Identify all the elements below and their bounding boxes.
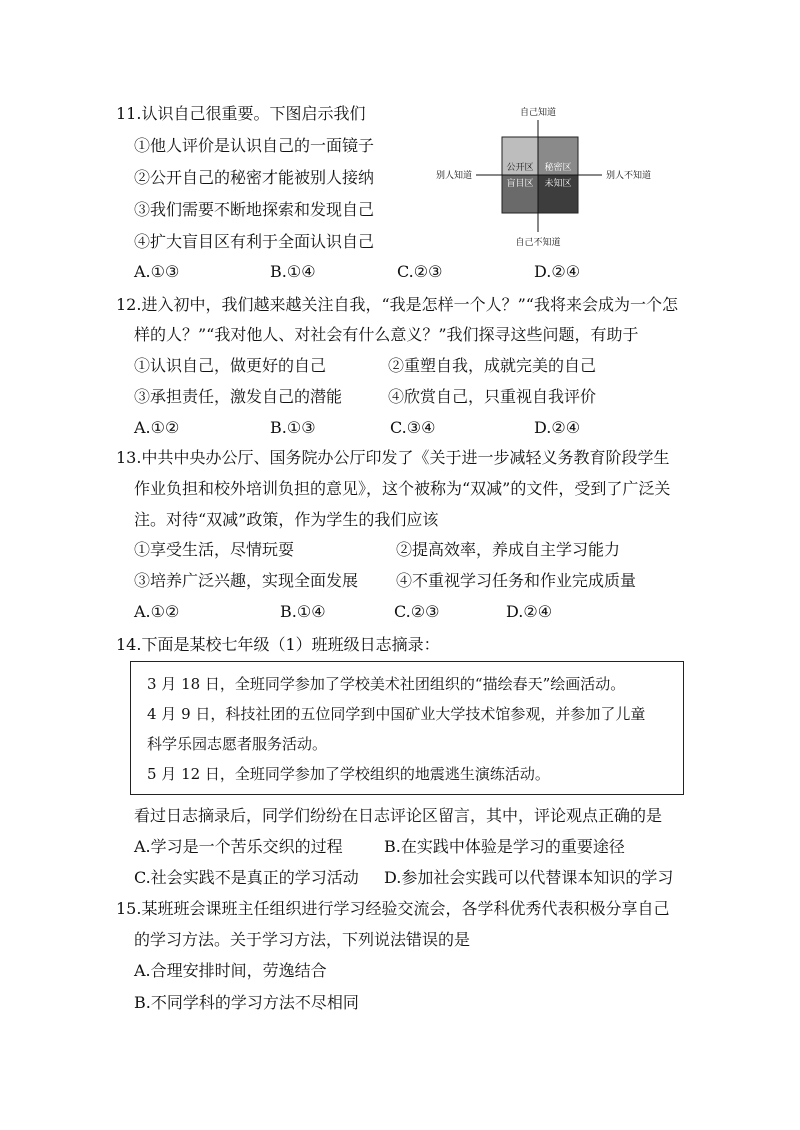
- q13-option-d: D.②④: [506, 602, 553, 621]
- q14-option-c: C.社会实践不是真正的学习活动: [134, 868, 359, 887]
- q14-option-d: D.参加社会实践可以代替课本知识的学习: [384, 868, 674, 887]
- q13-item-1: ①享受生活，尽情玩耍: [134, 540, 295, 559]
- q11-item-4: ④扩大盲目区有利于全面认识自己: [134, 232, 375, 251]
- q14-option-a: A.学习是一个苦乐交织的过程: [134, 837, 343, 856]
- q13-stem-line2: 作业负担和校外培训负担的意见》，这个被称为“双减”的文件，受到了广泛关: [134, 479, 671, 498]
- label-blind-area: 盲目区: [506, 179, 534, 189]
- q13-option-a: A.①②: [134, 602, 180, 621]
- q12-option-c: C.③④: [390, 418, 436, 437]
- q13-item-2: ②提高效率，养成自主学习能力: [396, 540, 621, 559]
- label-self-unknown: 自己不知道: [515, 238, 561, 248]
- q11-item-2: ②公开自己的秘密才能被别人接纳: [134, 168, 375, 187]
- q11-option-b: B.①④: [270, 262, 316, 281]
- q13-item-3: ③培养广泛兴趣，实现全面发展: [134, 571, 359, 590]
- q11-option-a: A.①③: [134, 262, 180, 281]
- q12-item-1: ①认识自己，做更好的自己: [134, 356, 327, 375]
- q14-followup: 看过日志摘录后，同学们纷纷在日志评论区留言，其中，评论观点正确的是: [134, 806, 663, 825]
- diary-entry-2: 4 月 9 日，科技社团的五位同学到中国矿业大学技术馆参观，并参加了儿童: [147, 705, 646, 723]
- q13-item-4: ④不重视学习任务和作业完成质量: [396, 571, 637, 590]
- q12-option-b: B.①③: [270, 418, 316, 437]
- q11-stem: 11.认识自己很重要。下图启示我们: [116, 104, 366, 123]
- label-self-known: 自己知道: [519, 108, 557, 118]
- q11-item-1: ①他人评价是认识自己的一面镜子: [134, 136, 375, 155]
- q12-item-4: ④欣赏自己，只重视自我评价: [388, 387, 597, 406]
- q13-option-b: B.①④: [280, 602, 326, 621]
- class-diary-box: [130, 661, 684, 795]
- label-unknown-area: 未知区: [544, 179, 572, 189]
- q12-option-d: D.②④: [534, 418, 581, 437]
- q11-option-d: D.②④: [534, 262, 581, 281]
- q12-option-a: A.①②: [134, 418, 180, 437]
- q15-stem-line2: 的学习方法。关于学习方法，下列说法错误的是: [134, 930, 471, 949]
- q15-option-b: B.不同学科的学习方法不尽相同: [134, 993, 359, 1012]
- q15-stem-line1: 15.某班班会课班主任组织进行学习经验交流会，各学科优秀代表积极分享自己: [116, 899, 670, 918]
- label-others-unknown: 别人不知道: [606, 171, 652, 181]
- label-others-known: 别人知道: [435, 171, 472, 181]
- q13-option-c: C.②③: [394, 602, 440, 621]
- label-secret-area: 秘密区: [544, 163, 572, 173]
- q14-stem: 14.下面是某校七年级（1）班班级日志摘录：: [116, 635, 440, 654]
- diary-entry-1: 3 月 18 日，全班同学参加了学校美术社团组织的“描绘春天”绘画活动。: [147, 675, 626, 693]
- q12-stem-line1: 12.进入初中，我们越来越关注自我，“我是怎样一个人？”“我将来会成为一个怎: [116, 295, 678, 314]
- diary-entry-2-cont: 科学乐园志愿者服务活动。: [147, 735, 328, 753]
- johari-window-diagram: [420, 100, 670, 250]
- q13-stem-line1: 13.中共中央办公厅、国务院办公厅印发了《关于进一步减轻义务教育阶段学生: [116, 448, 670, 467]
- label-open-area: 公开区: [506, 163, 534, 173]
- q15-option-a: A.合理安排时间，劳逸结合: [134, 961, 327, 980]
- q13-stem-line3: 注。对待“双减”政策，作为学生的我们应该: [134, 510, 439, 529]
- q11-item-3: ③我们需要不断地探索和发现自己: [134, 200, 375, 219]
- q12-stem-line2: 样的人？”“我对他人、对社会有什么意义？”我们探寻这些问题，有助于: [134, 325, 639, 344]
- q12-item-3: ③承担责任，激发自己的潜能: [134, 387, 343, 406]
- q14-option-b: B.在实践中体验是学习的重要途径: [384, 837, 625, 856]
- q12-item-2: ②重塑自我，成就完美的自己: [388, 356, 597, 375]
- q11-option-c: C.②③: [397, 262, 443, 281]
- diary-entry-3: 5 月 12 日，全班同学参加了学校组织的地震逃生演练活动。: [147, 765, 550, 783]
